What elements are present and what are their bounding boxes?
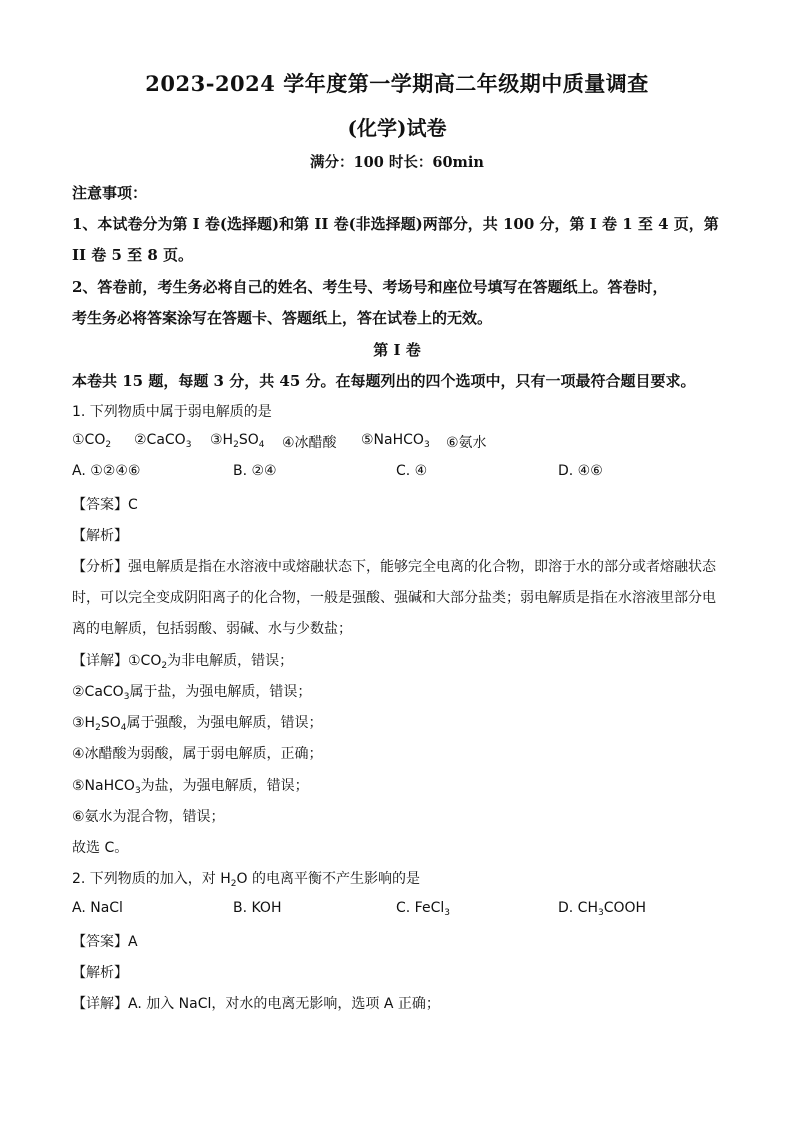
q1-detail-3: $③H_2SO_4$属于强酸，为强电解质，错误； xyxy=(72,715,323,733)
q1-analysis-tag: 【解析】 xyxy=(72,528,128,544)
q1-item-5: ⑤NaHCO$_3$ xyxy=(361,432,430,450)
detail-tag: 【详解】 xyxy=(72,653,128,669)
q1-detail-5: ⑤NaHCO$_3$为盐，为强电解质，错误； xyxy=(72,778,309,796)
q1-item-2: ②CaCO$_3$ xyxy=(134,432,192,450)
q1-detail-6: ⑥氨水为混合物，错误； xyxy=(72,809,225,825)
q1-fenxi-line-1: 【分析】强电解质是指在水溶液中或熔融状态下，能够完全电离的化合物，即溶于水的部分或者熔融状态 xyxy=(72,559,716,575)
q1-stem: 1. 下列物质中属于弱电解质的是 xyxy=(72,404,272,420)
q2-detail-1: 【详解】A. 加入 NaCl，对水的电离无影响，选项 A 正确； xyxy=(72,996,440,1012)
notice-item-2-line-1: 2、答卷前，考生务必将自己的姓名、考生号、考场号和座位号填写在答题纸上。答卷时， xyxy=(72,278,668,296)
answer-tag: 【答案】 xyxy=(72,934,128,950)
exam-title: 2023-2024 学年度第一学期高二年级期中质量调查 xyxy=(145,71,649,96)
q2-option-b: B. KOH xyxy=(233,900,282,916)
q2-answer xyxy=(72,931,732,951)
q1-option-c: C. ④ xyxy=(396,463,428,479)
q2-option-c: C. FeCl$_3$ xyxy=(396,900,450,918)
answer-value: C xyxy=(128,497,138,513)
q1-option-a: A. ①②④⑥ xyxy=(72,463,141,479)
q1-detail-4: ④冰醋酸为弱酸，属于弱电解质，正确； xyxy=(72,746,323,762)
q1-answer xyxy=(72,494,732,514)
q2-stem: 2. 下列物质的加入，对 $H_2O$ 的电离平衡不产生影响的是 xyxy=(72,871,421,889)
q1-options xyxy=(72,463,732,483)
notice-item-1-line-1: 1、本试卷分为第 I 卷(选择题)和第 II 卷(非选择题)两部分，共 100 分，第 I 卷 1 至 4 页，第 xyxy=(72,215,719,233)
q1-item-1: $①CO_2$ xyxy=(72,432,112,450)
section-instructions: 本卷共 15 题，每题 3 分，共 45 分。在每题列出的四个选项中，只有一项最符合题目要求。 xyxy=(72,372,696,390)
q2-option-a: A. NaCl xyxy=(72,900,123,916)
q2-option-d: D. $CH_3COOH$ xyxy=(558,900,647,918)
q1-fenxi-line-2: 时，可以完全变成阴阳离子的化合物，一般是强酸、强碱和大部分盐类；弱电解质是指在水溶液里部分电 xyxy=(72,590,716,606)
q1-fenxi-line-3: 离的电解质，包括弱酸、弱碱、水与少数盐； xyxy=(72,621,352,637)
q1-detail-2: ②CaCO$_3$属于盐，为强电解质，错误； xyxy=(72,684,312,702)
answer-tag: 【答案】 xyxy=(72,497,128,513)
notice-item-1-line-2: II 卷 5 至 8 页。 xyxy=(72,246,194,264)
q2-options xyxy=(72,900,732,920)
answer-value: A xyxy=(128,934,138,950)
q1-conclusion: 故选 C。 xyxy=(72,840,129,856)
q1-detail-1: 【详解】$①CO_2$为非电解质，错误； xyxy=(72,653,294,671)
q1-option-d: D. ④⑥ xyxy=(558,463,603,479)
notice-item-2-line-2: 考生务必将答案涂写在答题卡、答题纸上，答在试卷上的无效。 xyxy=(72,309,493,327)
q1-item-6: ⑥氨水 xyxy=(446,435,487,451)
detail-tag: 【详解】 xyxy=(72,996,128,1012)
notice-heading: 注意事项： xyxy=(72,184,148,202)
q1-option-b: B. ②④ xyxy=(233,463,277,479)
q1-substance-list xyxy=(72,432,732,452)
exam-subtitle: (化学)试卷 xyxy=(347,116,447,140)
fenxi-tag: 【分析】 xyxy=(72,559,128,575)
exam-meta: 满分：100 时长：60min xyxy=(310,154,484,171)
q1-item-4: ④冰醋酸 xyxy=(282,435,337,451)
q1-item-3: $③H_2SO_4$ xyxy=(210,432,265,450)
q2-analysis-tag: 【解析】 xyxy=(72,965,128,981)
section-heading: 第 I 卷 xyxy=(373,341,421,359)
